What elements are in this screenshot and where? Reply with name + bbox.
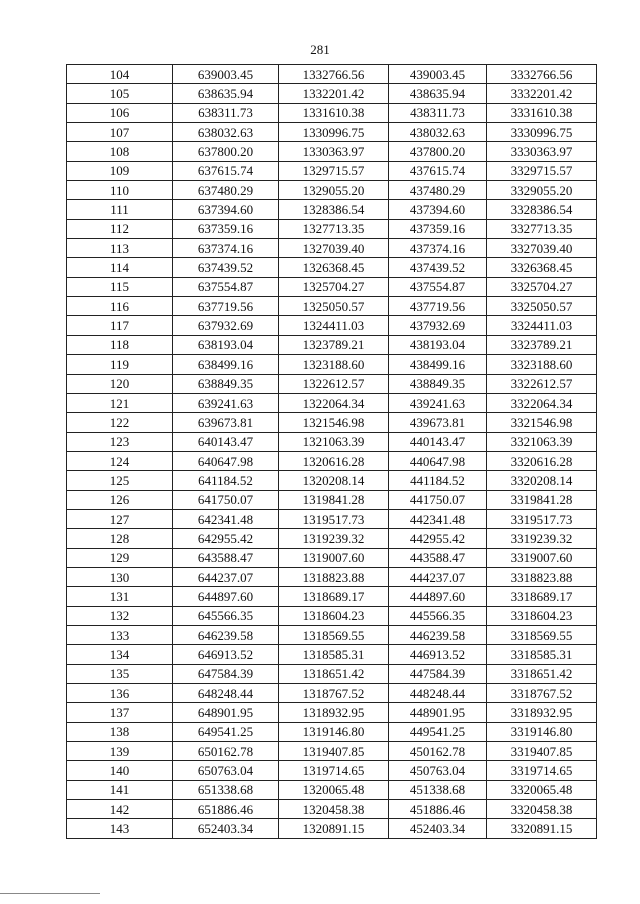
cell-coordinate-y1: 1329055.20: [279, 181, 389, 200]
cell-coordinate-x2: 439241.63: [389, 393, 487, 412]
table-row: [67, 587, 597, 606]
table-row: [67, 567, 597, 586]
cell-coordinate-y1: 1320458.38: [279, 800, 389, 819]
cell-coordinate-x2: 448901.95: [389, 703, 487, 722]
cell-coordinate-y1: 1318585.31: [279, 645, 389, 664]
table-row: [67, 509, 597, 528]
page-number: 281: [310, 42, 330, 57]
cell-point-number: 126: [67, 490, 173, 509]
cell-point-number: 130: [67, 567, 173, 586]
cell-coordinate-y1: 1318823.88: [279, 567, 389, 586]
cell-coordinate-x2: 437480.29: [389, 181, 487, 200]
cell-coordinate-x1: 638849.35: [173, 374, 279, 393]
cell-point-number: 113: [67, 239, 173, 258]
cell-coordinate-x1: 639673.81: [173, 413, 279, 432]
cell-coordinate-y1: 1331610.38: [279, 103, 389, 122]
cell-coordinate-y2: 3321546.98: [487, 413, 597, 432]
cell-coordinate-x1: 637554.87: [173, 277, 279, 296]
table-row: [67, 219, 597, 238]
cell-coordinate-y2: 3318932.95: [487, 703, 597, 722]
cell-point-number: 105: [67, 84, 173, 103]
cell-coordinate-y2: 3318767.52: [487, 684, 597, 703]
cell-coordinate-x1: 637480.29: [173, 181, 279, 200]
cell-coordinate-x2: 437719.56: [389, 297, 487, 316]
cell-coordinate-x2: 441750.07: [389, 490, 487, 509]
table-row: [67, 780, 597, 799]
cell-coordinate-x1: 637800.20: [173, 142, 279, 161]
table-row: [67, 742, 597, 761]
cell-point-number: 109: [67, 161, 173, 180]
cell-coordinate-y1: 1322612.57: [279, 374, 389, 393]
cell-point-number: 124: [67, 451, 173, 470]
cell-coordinate-x2: 438032.63: [389, 123, 487, 142]
cell-coordinate-y2: 3329055.20: [487, 181, 597, 200]
cell-coordinate-x2: 437439.52: [389, 258, 487, 277]
cell-coordinate-x2: 452403.34: [389, 819, 487, 838]
cell-point-number: 143: [67, 819, 173, 838]
table-row: [67, 277, 597, 296]
cell-coordinate-x1: 652403.34: [173, 819, 279, 838]
cell-coordinate-y1: 1318604.23: [279, 606, 389, 625]
cell-coordinate-x1: 637394.60: [173, 200, 279, 219]
cell-coordinate-y1: 1324411.03: [279, 316, 389, 335]
cell-coordinate-y2: 3327713.35: [487, 219, 597, 238]
table-row: [67, 490, 597, 509]
cell-coordinate-x1: 651338.68: [173, 780, 279, 799]
cell-point-number: 117: [67, 316, 173, 335]
cell-coordinate-x2: 450162.78: [389, 742, 487, 761]
cell-coordinate-y1: 1323188.60: [279, 355, 389, 374]
cell-coordinate-x1: 651886.46: [173, 800, 279, 819]
table-row: [67, 161, 597, 180]
cell-coordinate-x1: 642955.42: [173, 529, 279, 548]
cell-coordinate-x2: 437932.69: [389, 316, 487, 335]
cell-coordinate-y1: 1325050.57: [279, 297, 389, 316]
cell-coordinate-x2: 439673.81: [389, 413, 487, 432]
table-row: [67, 703, 597, 722]
footer-divider: [0, 893, 100, 894]
cell-coordinate-y2: 3332201.42: [487, 84, 597, 103]
cell-coordinate-x2: 443588.47: [389, 548, 487, 567]
table-row: [67, 123, 597, 142]
cell-coordinate-x1: 644237.07: [173, 567, 279, 586]
cell-coordinate-x1: 638499.16: [173, 355, 279, 374]
cell-coordinate-y2: 3318823.88: [487, 567, 597, 586]
cell-coordinate-y1: 1330363.97: [279, 142, 389, 161]
cell-coordinate-x1: 638311.73: [173, 103, 279, 122]
cell-coordinate-x1: 638032.63: [173, 123, 279, 142]
cell-point-number: 120: [67, 374, 173, 393]
cell-coordinate-x1: 637374.16: [173, 239, 279, 258]
cell-point-number: 106: [67, 103, 173, 122]
cell-coordinate-y2: 3318585.31: [487, 645, 597, 664]
table-row: [67, 355, 597, 374]
cell-coordinate-x1: 639003.45: [173, 65, 279, 84]
cell-point-number: 133: [67, 625, 173, 644]
cell-coordinate-x2: 437554.87: [389, 277, 487, 296]
cell-coordinate-y1: 1320065.48: [279, 780, 389, 799]
cell-coordinate-y1: 1319007.60: [279, 548, 389, 567]
cell-coordinate-y1: 1327039.40: [279, 239, 389, 258]
table-row: [67, 800, 597, 819]
cell-coordinate-x2: 437394.60: [389, 200, 487, 219]
cell-coordinate-x2: 438193.04: [389, 335, 487, 354]
cell-coordinate-x2: 437615.74: [389, 161, 487, 180]
cell-coordinate-y1: 1319239.32: [279, 529, 389, 548]
cell-coordinate-x2: 442955.42: [389, 529, 487, 548]
cell-point-number: 108: [67, 142, 173, 161]
cell-coordinate-x1: 647584.39: [173, 664, 279, 683]
cell-coordinate-y1: 1322064.34: [279, 393, 389, 412]
table-row: [67, 103, 597, 122]
cell-point-number: 141: [67, 780, 173, 799]
table-row: [67, 65, 597, 84]
cell-coordinate-x2: 451338.68: [389, 780, 487, 799]
cell-point-number: 114: [67, 258, 173, 277]
cell-coordinate-y2: 3318651.42: [487, 664, 597, 683]
cell-coordinate-y1: 1332766.56: [279, 65, 389, 84]
cell-coordinate-x2: 439003.45: [389, 65, 487, 84]
cell-coordinate-y2: 3329715.57: [487, 161, 597, 180]
cell-coordinate-y2: 3318569.55: [487, 625, 597, 644]
cell-coordinate-x1: 645566.35: [173, 606, 279, 625]
table-row: [67, 374, 597, 393]
cell-coordinate-y2: 3319239.32: [487, 529, 597, 548]
cell-point-number: 135: [67, 664, 173, 683]
cell-coordinate-y1: 1326368.45: [279, 258, 389, 277]
cell-coordinate-x1: 648248.44: [173, 684, 279, 703]
cell-coordinate-y1: 1319714.65: [279, 761, 389, 780]
cell-coordinate-x1: 643588.47: [173, 548, 279, 567]
table-row: [67, 200, 597, 219]
cell-coordinate-x2: 451886.46: [389, 800, 487, 819]
cell-coordinate-y2: 3318604.23: [487, 606, 597, 625]
cell-coordinate-y2: 3325704.27: [487, 277, 597, 296]
cell-coordinate-y1: 1318767.52: [279, 684, 389, 703]
cell-coordinate-x1: 637439.52: [173, 258, 279, 277]
cell-coordinate-y2: 3331610.38: [487, 103, 597, 122]
cell-coordinate-y1: 1318569.55: [279, 625, 389, 644]
cell-coordinate-x2: 438849.35: [389, 374, 487, 393]
cell-point-number: 116: [67, 297, 173, 316]
cell-coordinate-x1: 641184.52: [173, 471, 279, 490]
cell-coordinate-y1: 1318651.42: [279, 664, 389, 683]
cell-coordinate-x1: 641750.07: [173, 490, 279, 509]
cell-point-number: 139: [67, 742, 173, 761]
table-row: [67, 432, 597, 451]
cell-coordinate-y2: 3328386.54: [487, 200, 597, 219]
cell-point-number: 115: [67, 277, 173, 296]
cell-coordinate-y2: 3321063.39: [487, 432, 597, 451]
cell-point-number: 132: [67, 606, 173, 625]
cell-coordinate-y2: 3319517.73: [487, 509, 597, 528]
cell-coordinate-x1: 638635.94: [173, 84, 279, 103]
cell-coordinate-y1: 1320891.15: [279, 819, 389, 838]
cell-coordinate-x1: 649541.25: [173, 722, 279, 741]
cell-point-number: 125: [67, 471, 173, 490]
table-row: [67, 606, 597, 625]
cell-coordinate-x1: 639241.63: [173, 393, 279, 412]
cell-coordinate-x1: 638193.04: [173, 335, 279, 354]
cell-coordinate-y2: 3320208.14: [487, 471, 597, 490]
cell-coordinate-x1: 637615.74: [173, 161, 279, 180]
cell-coordinate-y2: 3322064.34: [487, 393, 597, 412]
cell-coordinate-x2: 446239.58: [389, 625, 487, 644]
table-row: [67, 181, 597, 200]
cell-coordinate-x2: 437800.20: [389, 142, 487, 161]
table-row: [67, 471, 597, 490]
cell-coordinate-y2: 3325050.57: [487, 297, 597, 316]
cell-point-number: 129: [67, 548, 173, 567]
cell-coordinate-y2: 3332766.56: [487, 65, 597, 84]
cell-coordinate-y1: 1330996.75: [279, 123, 389, 142]
cell-coordinate-x1: 640143.47: [173, 432, 279, 451]
cell-coordinate-x2: 448248.44: [389, 684, 487, 703]
table-row: [67, 451, 597, 470]
cell-point-number: 118: [67, 335, 173, 354]
cell-point-number: 122: [67, 413, 173, 432]
cell-coordinate-x2: 442341.48: [389, 509, 487, 528]
cell-coordinate-y2: 3319146.80: [487, 722, 597, 741]
table-row: [67, 239, 597, 258]
cell-coordinate-x2: 440143.47: [389, 432, 487, 451]
cell-coordinate-y2: 3320891.15: [487, 819, 597, 838]
table-row: [67, 684, 597, 703]
cell-point-number: 107: [67, 123, 173, 142]
cell-coordinate-y2: 3320065.48: [487, 780, 597, 799]
cell-coordinate-y1: 1319517.73: [279, 509, 389, 528]
cell-point-number: 137: [67, 703, 173, 722]
cell-coordinate-x2: 437374.16: [389, 239, 487, 258]
cell-coordinate-y2: 3322612.57: [487, 374, 597, 393]
cell-coordinate-y1: 1321063.39: [279, 432, 389, 451]
cell-point-number: 128: [67, 529, 173, 548]
table-row: [67, 413, 597, 432]
cell-coordinate-x1: 646913.52: [173, 645, 279, 664]
cell-coordinate-y2: 3323789.21: [487, 335, 597, 354]
cell-point-number: 136: [67, 684, 173, 703]
table-row: [67, 142, 597, 161]
cell-coordinate-y1: 1319146.80: [279, 722, 389, 741]
cell-coordinate-x2: 441184.52: [389, 471, 487, 490]
cell-coordinate-y2: 3330996.75: [487, 123, 597, 142]
cell-coordinate-y1: 1332201.42: [279, 84, 389, 103]
cell-coordinate-x2: 450763.04: [389, 761, 487, 780]
cell-point-number: 111: [67, 200, 173, 219]
cell-coordinate-x1: 637359.16: [173, 219, 279, 238]
cell-coordinate-x2: 438499.16: [389, 355, 487, 374]
cell-point-number: 127: [67, 509, 173, 528]
table-row: [67, 393, 597, 412]
table-row: [67, 645, 597, 664]
cell-coordinate-x1: 640647.98: [173, 451, 279, 470]
cell-point-number: 138: [67, 722, 173, 741]
cell-coordinate-x2: 438311.73: [389, 103, 487, 122]
cell-point-number: 131: [67, 587, 173, 606]
cell-coordinate-y2: 3324411.03: [487, 316, 597, 335]
cell-coordinate-y2: 3319841.28: [487, 490, 597, 509]
cell-coordinate-x1: 650763.04: [173, 761, 279, 780]
cell-point-number: 140: [67, 761, 173, 780]
cell-point-number: 121: [67, 393, 173, 412]
cell-coordinate-x2: 438635.94: [389, 84, 487, 103]
cell-coordinate-x1: 650162.78: [173, 742, 279, 761]
cell-coordinate-x2: 445566.35: [389, 606, 487, 625]
coordinate-table: [66, 64, 597, 839]
cell-coordinate-y1: 1318932.95: [279, 703, 389, 722]
cell-coordinate-y2: 3326368.45: [487, 258, 597, 277]
cell-coordinate-y2: 3323188.60: [487, 355, 597, 374]
cell-coordinate-y2: 3327039.40: [487, 239, 597, 258]
cell-coordinate-x1: 637719.56: [173, 297, 279, 316]
table-row: [67, 819, 597, 838]
cell-coordinate-x2: 447584.39: [389, 664, 487, 683]
table-row: [67, 761, 597, 780]
cell-point-number: 110: [67, 181, 173, 200]
cell-coordinate-y1: 1319407.85: [279, 742, 389, 761]
table-row: [67, 297, 597, 316]
table-row: [67, 664, 597, 683]
cell-coordinate-y2: 3320616.28: [487, 451, 597, 470]
cell-coordinate-x1: 646239.58: [173, 625, 279, 644]
coordinate-table-body: [67, 65, 597, 839]
table-row: [67, 529, 597, 548]
cell-point-number: 104: [67, 65, 173, 84]
table-row: [67, 84, 597, 103]
table-row: [67, 625, 597, 644]
cell-point-number: 112: [67, 219, 173, 238]
cell-coordinate-y1: 1327713.35: [279, 219, 389, 238]
cell-coordinate-x2: 437359.16: [389, 219, 487, 238]
table-row: [67, 548, 597, 567]
cell-coordinate-y2: 3318689.17: [487, 587, 597, 606]
cell-coordinate-y1: 1325704.27: [279, 277, 389, 296]
cell-coordinate-x2: 446913.52: [389, 645, 487, 664]
cell-coordinate-x2: 444897.60: [389, 587, 487, 606]
cell-coordinate-y1: 1321546.98: [279, 413, 389, 432]
cell-coordinate-x1: 642341.48: [173, 509, 279, 528]
table-row: [67, 258, 597, 277]
cell-coordinate-y2: 3330363.97: [487, 142, 597, 161]
cell-point-number: 142: [67, 800, 173, 819]
cell-coordinate-y1: 1328386.54: [279, 200, 389, 219]
cell-coordinate-x1: 637932.69: [173, 316, 279, 335]
cell-coordinate-y1: 1318689.17: [279, 587, 389, 606]
cell-coordinate-x2: 444237.07: [389, 567, 487, 586]
cell-coordinate-x2: 440647.98: [389, 451, 487, 470]
cell-coordinate-y1: 1323789.21: [279, 335, 389, 354]
table-row: [67, 335, 597, 354]
cell-point-number: 134: [67, 645, 173, 664]
cell-coordinate-y2: 3319714.65: [487, 761, 597, 780]
table-row: [67, 316, 597, 335]
cell-coordinate-y2: 3320458.38: [487, 800, 597, 819]
cell-coordinate-y1: 1329715.57: [279, 161, 389, 180]
cell-coordinate-y2: 3319407.85: [487, 742, 597, 761]
cell-coordinate-y1: 1320616.28: [279, 451, 389, 470]
cell-coordinate-x1: 644897.60: [173, 587, 279, 606]
cell-coordinate-x1: 648901.95: [173, 703, 279, 722]
cell-point-number: 119: [67, 355, 173, 374]
cell-coordinate-x2: 449541.25: [389, 722, 487, 741]
cell-coordinate-y2: 3319007.60: [487, 548, 597, 567]
cell-point-number: 123: [67, 432, 173, 451]
cell-coordinate-y1: 1319841.28: [279, 490, 389, 509]
table-row: [67, 722, 597, 741]
cell-coordinate-y1: 1320208.14: [279, 471, 389, 490]
